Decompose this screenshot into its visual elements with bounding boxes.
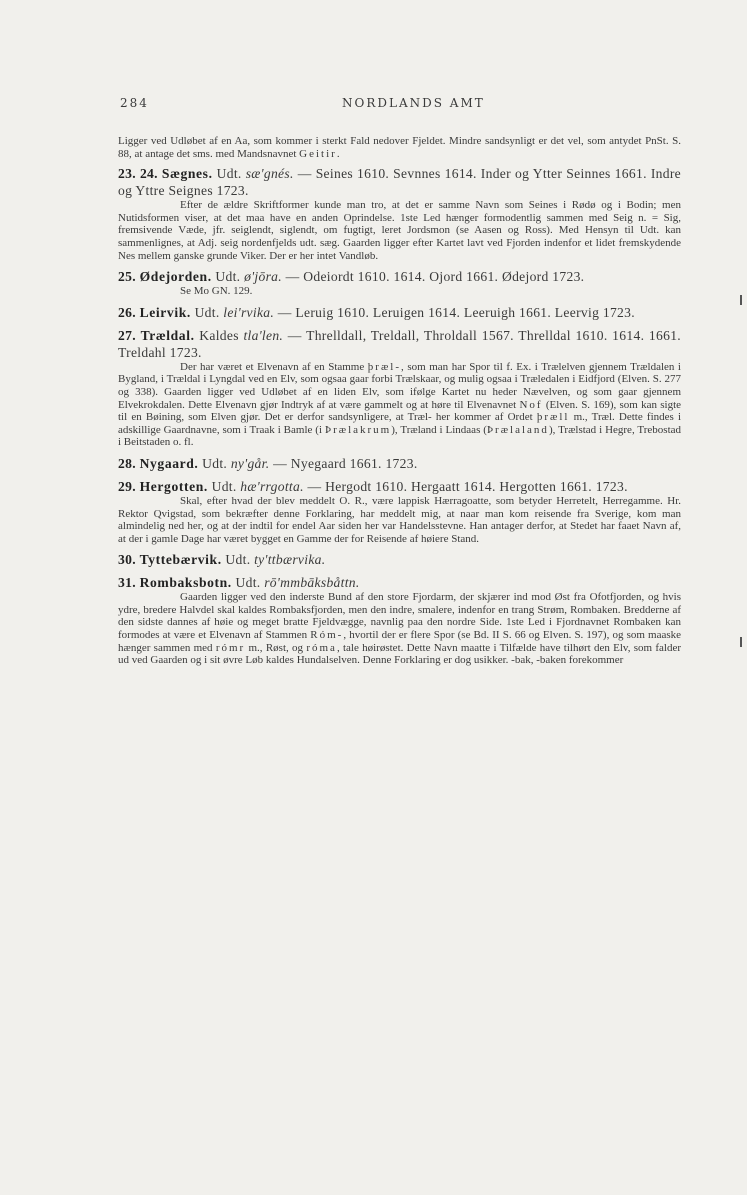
historical-forms: — Seines 1610. Sevnnes 1614. Inder og Ytter Seinnes 1661. Indre og Yttre Seignes 1723. — [118, 166, 682, 199]
entry-31 — [118, 574, 681, 667]
pronunciation: tla'len. — [243, 327, 284, 343]
page-number: 284 — [120, 96, 149, 110]
entry-30 — [118, 551, 681, 568]
place-name: Trældal. — [140, 327, 195, 343]
entry-26 — [118, 304, 681, 321]
historical-forms: — Nyegaard 1661. 1723. — [273, 455, 418, 471]
entry-28 — [118, 455, 681, 472]
place-name: Hergotten. — [139, 478, 208, 494]
place-name: Sægnes. — [161, 166, 213, 182]
margin-mark — [740, 295, 742, 305]
running-title: NORDLANDS AMT — [342, 96, 485, 110]
entry-body: Efter de ældre Skriftformer kunde man tro, at det er samme Navn som Seines i Rødø og i Bodin; men Nutidsformen viser, at det maa have en anden Oprindelse. 1ste Led hænger formodentlig sammen med Seig n. = Sig, fremsivende Væde, jfr. seiglendt, siglendt, om fugtigt, leret Jordsmon (se Aasen og Ross). Med Hensyn til Udt. kan sammenlignes, at Adj. seig nordenfjelds udt. sæg. Gaarden ligger efter Kartet lavt ved Fjorden indenfor et lidet fremskydende Nes mellem ganske grunde Viker. Der er her intet Vandløb. — [118, 199, 681, 262]
entry-heading: 30. Tyttebærvik. Udt. ty'ttbærvika. — [118, 552, 326, 568]
pronunciation: lei'rvika. — [223, 304, 275, 320]
pronunciation: hæ'rrgotta. — [240, 478, 304, 494]
entry-heading: 31. Rombaksbotn. Udt. rō'mmbāksbåttn. — [118, 575, 360, 591]
historical-forms: — Leruig 1610. Leruigen 1614. Leeruigh 1661. Leervig 1723. — [277, 304, 635, 320]
historical-forms: — Threlldall, Treldall, Throldall 1567. Threlldal 1610. 1614. 1661. Treldahl 1723. — [118, 327, 682, 360]
entry-heading: 23. 24. Sægnes. Udt. sæ'gnés. — Seines 1610. Sevnnes 1614. Inder og Ytter Seinnes 1661. Indre og Yttre Seignes 1723. — [118, 166, 682, 199]
place-name: Tyttebærvik. — [139, 552, 222, 568]
pronunciation: rō'mmbāksbåttn. — [264, 575, 360, 591]
historical-forms: — Odeiordt 1610. 1614. Ojord 1661. Ødejord 1723. — [285, 269, 585, 285]
entry-heading: 26. Leirvik. Udt. lei'rvika. — Leruig 1610. Leruigen 1614. Leeruigh 1661. Leervig 1723. — [118, 304, 635, 320]
place-name: Rombaksbotn. — [139, 575, 232, 591]
place-name: Ødejorden. — [139, 269, 212, 285]
entry-body: Skal, efter hvad der blev meddelt O. R., være lappisk Hærragoatte, som betyder Herretelt, Herregamme. Hr. Rektor Qvigstad, som bekræfter denne Forklaring, har meddelt mig, at naar man kom reisende fra Sverige, kom man almindelig ned her, og at der indtil for endel Aar siden her var Handelsstevne. Han antager derfor, at Stedet har faaet Navn af, at der i gamle Dage har været bygget en Gamme der for Reisende af høiere Stand. — [118, 494, 681, 545]
entry-heading: 27. Trældal. Kaldes tla'len. — Threlldall, Treldall, Throldall 1567. Threlldal 1610. 1614. 1661. Treldahl 1723. — [118, 327, 682, 360]
place-name: Nygaard. — [139, 455, 199, 471]
entry-body: Gaarden ligger ved den inderste Bund af den store Fjordarm, der skjærer ind mod Øst fra Ofotfjorden, og hvis ydre, bredere Halvdel skal kaldes Rombaksfjorden, men den indre, smalere, indenfor en trang Strøm, Rombaken. Bredderne af den sidste dannes af høie og meget bratte Fjeldvægge, navnlig paa den nordre Side. 1ste Led i Fjordnavnet Rombaken kan formodes at være et Elvenavn af Stammen Róm-, hvortil der er flere Spor (se Bd. II S. 66 og Elven. S. 197), og som maaske hænger sammen med rómr m., Røst, og róma, tale høirøstet. Dette Navn maatte i Tilfælde have tilhørt den Elv, som falder ud ved Gaarden og i sit øvre Løb kaldes Hundalselven. Denne Forklaring er dog usikker. -bak, -baken forekommer — [118, 591, 682, 667]
margin-mark — [740, 637, 742, 647]
entry-29 — [118, 478, 681, 545]
place-name: Leirvik. — [139, 304, 191, 320]
intro-paragraph: Ligger ved Udløbet af en Aa, som kommer i sterkt Fald nedover Fjeldet. Mindre sandsynligt er det vel, som antydet PnSt. S. 88, at antage det sms. med Mandsnavnet Geitir. — [118, 135, 681, 160]
entry-heading: 29. Hergotten. Udt. hæ'rrgotta. — Hergodt 1610. Hergaatt 1614. Hergotten 1661. 1723. — [118, 478, 628, 494]
entry-note: Se Mo GN. 129. — [180, 285, 253, 298]
pronunciation: ny'går. — [230, 455, 270, 471]
entry-heading: 28. Nygaard. Udt. ny'går. — Nyegaard 1661. 1723. — [118, 455, 418, 471]
entry-25 — [118, 268, 681, 298]
entry-27 — [118, 327, 681, 449]
historical-forms: — Hergodt 1610. Hergaatt 1614. Hergotten 1661. 1723. — [307, 478, 628, 494]
page-content — [118, 135, 681, 671]
entry-heading: 25. Ødejorden. Udt. ø'jōra. — Odeiordt 1610. 1614. Ojord 1661. Ødejord 1723. — [118, 269, 585, 285]
pronunciation: sæ'gnés. — [245, 166, 294, 182]
entry-23-24 — [118, 165, 681, 262]
pronunciation: ty'ttbærvika. — [254, 552, 326, 568]
pronunciation: ø'jōra. — [244, 269, 282, 285]
entry-body: Der har været et Elvenavn af en Stamme þræl-, som man har Spor til f. Ex. i Trælelven gjennem Trældalen i Bygland, i Trældal i Lyngdal ved en Elv, som ogsaa gaar forbi Trælskaar, og mulig ogsaa i Træledalen i Eidfjord (Elven. S. 277 og 338). Gaarden ligger ved Udløbet af en liden Elv, som ifølge Kartet nu heder Nævelven, og som gaar gjennem Elvekrokdalen. Dette Elvenavn gjør Indtryk af at være gammelt og at høre til Elvenavnet Nof (Elven. S. 169), som kan sigte til en Bøining, som Elven gjør. Det er derfor sandsynligere, at Træl- her kommer af Ordet þræll m., Træl. Dette findes i adskillige Gaardnavne, som i Traak i Bamle (i Þrælakrum), Træland i Lindaas (Þrælaland), Trælstad i Hegre, Trebostad i Beitstaden o. fl. — [118, 360, 682, 449]
